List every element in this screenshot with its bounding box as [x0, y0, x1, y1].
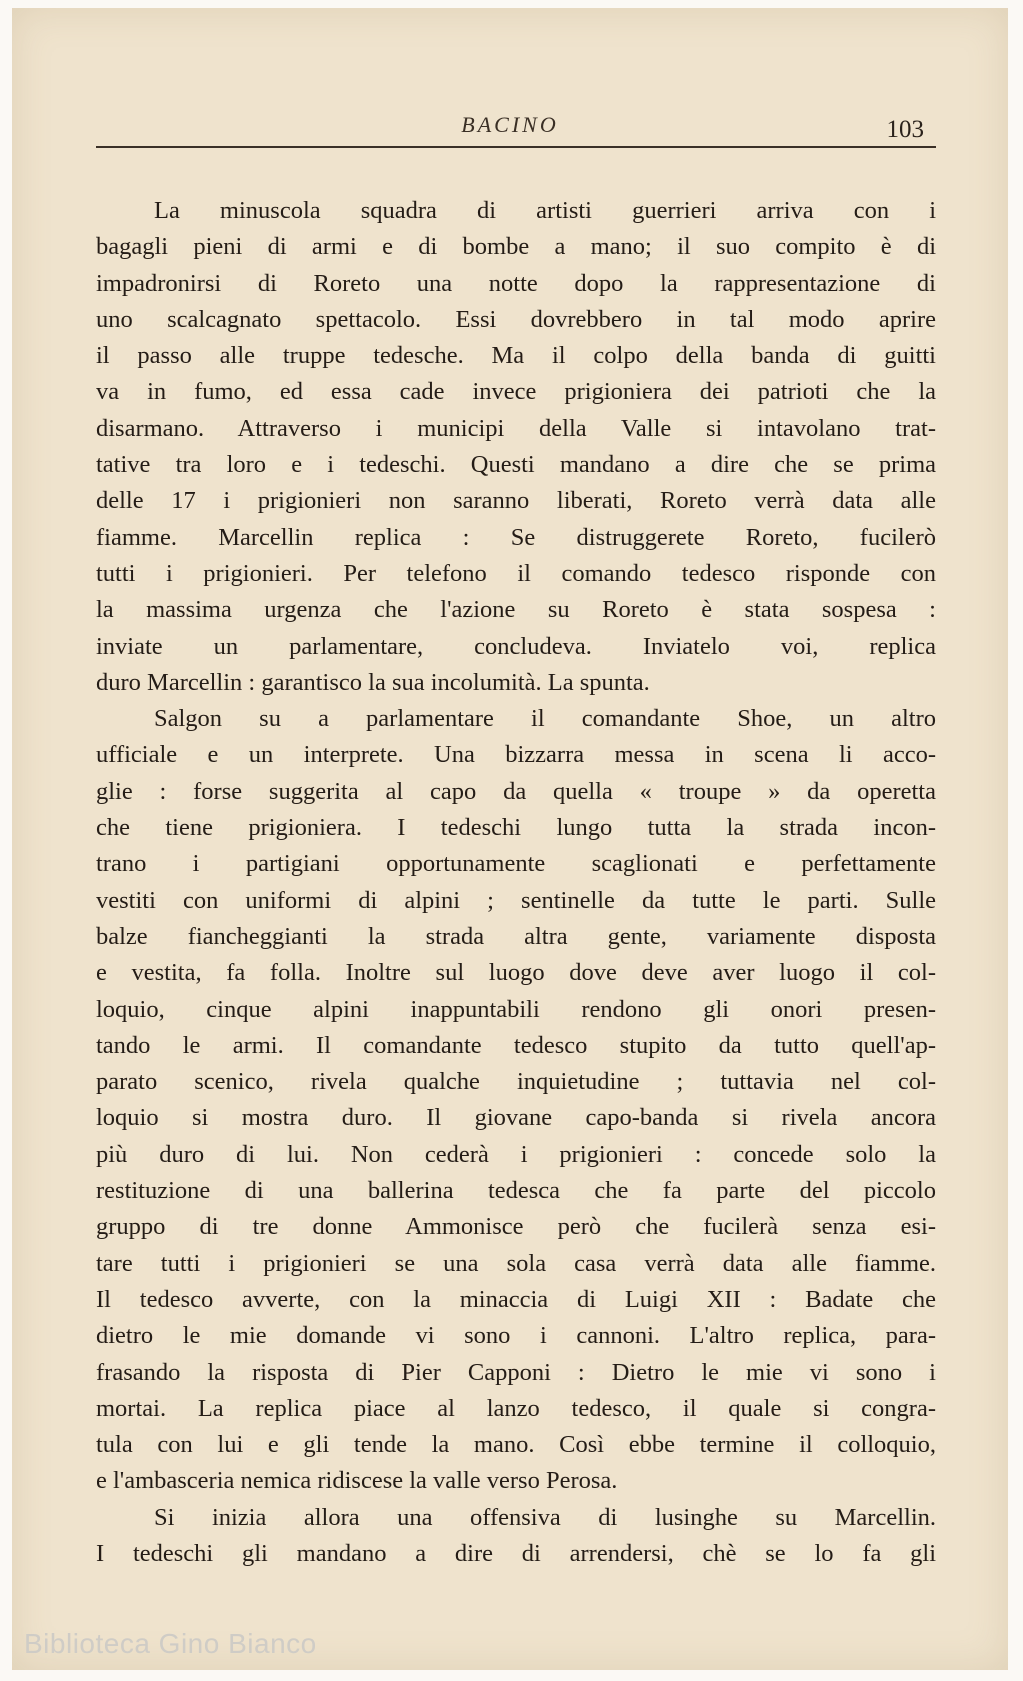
text-line: dietro le mie domande vi sono i cannoni. L'altro replica, para- [96, 1322, 936, 1350]
text-line: restituzione di una ballerina tedesca che fa parte del piccolo [96, 1177, 936, 1205]
paragraph-1 [96, 193, 936, 701]
text-line: tando le armi. Il comandante tedesco stupito da tutto quell'ap- [96, 1031, 936, 1059]
text-line: glie : forse suggerita al capo da quella « troupe » da operetta [96, 777, 936, 805]
text-line: gruppo di tre donne Ammonisce però che fucilerà senza esi- [96, 1213, 936, 1241]
text-line: mortai. La replica piace al lanzo tedesco, il quale si congra- [96, 1394, 936, 1422]
text-line: Salgon su a parlamentare il comandante Shoe, un altro [154, 705, 936, 733]
text-line: tutti i prigionieri. Per telefono il comando tedesco risponde con [96, 559, 936, 587]
text-line: tare tutti i prigionieri se una sola casa verrà data alle fiamme. [96, 1249, 936, 1277]
page-number: 103 [886, 116, 924, 143]
text-line: delle 17 i prigionieri non saranno liberati, Roreto verrà data alle [96, 487, 936, 515]
page-header [12, 108, 1008, 148]
paragraph-3 [96, 1500, 936, 1573]
text-line: tative tra loro e i tedeschi. Questi mandano a dire che se prima [96, 451, 936, 479]
text-line: e l'ambasceria nemica ridiscese la valle verso Perosa. [96, 1467, 618, 1495]
text-line: bagagli pieni di armi e di bombe a mano; il suo compito è di [96, 233, 936, 261]
text-line: Il tedesco avverte, con la minaccia di Luigi XII : Badate che [96, 1285, 936, 1313]
book-page [12, 8, 1008, 1670]
text-line: La minuscola squadra di artisti guerrieri arriva con i [154, 197, 936, 224]
text-line: balze fiancheggianti la strada altra gente, variamente disposta [96, 922, 936, 950]
text-line: duro Marcellin : garantisco la sua incolumità. La spunta. [96, 668, 650, 696]
text-line: Si inizia allora una offensiva di lusinghe su Marcellin. [154, 1503, 936, 1531]
text-line: fiamme. Marcellin replica : Se distruggerete Roreto, fucilerò [96, 523, 936, 551]
text-line: il passo alle truppe tedesche. Ma il colpo della banda di guitti [96, 342, 936, 370]
body-text [96, 193, 936, 1572]
text-line: parato scenico, rivela qualche inquietudine ; tuttavia nel col- [96, 1068, 936, 1096]
text-line: frasando la risposta di Pier Capponi : Dietro le mie vi sono i [96, 1358, 936, 1386]
library-watermark: Biblioteca Gino Bianco [24, 1628, 317, 1659]
text-line: disarmano. Attraverso i municipi della Valle si intavolano trat- [96, 414, 936, 442]
text-line: I tedeschi gli mandano a dire di arrendersi, chè se lo fa gli [96, 1539, 936, 1567]
paragraph-2 [96, 701, 936, 1500]
text-line: va in fumo, ed essa cade invece prigioniera dei patrioti che la [96, 378, 936, 406]
header-rule [96, 146, 936, 148]
text-line: loquio, cinque alpini inappuntabili rendono gli onori presen- [96, 995, 936, 1023]
text-line: tula con lui e gli tende la mano. Così ebbe termine il colloquio, [96, 1431, 936, 1459]
text-line: loquio si mostra duro. Il giovane capo-banda si rivela ancora [96, 1104, 936, 1132]
text-line: e vestita, fa folla. Inoltre sul luogo dove deve aver luogo il col- [96, 959, 936, 987]
text-line: che tiene prigioniera. I tedeschi lungo tutta la strada incon- [96, 814, 936, 842]
text-line: uno scalcagnato spettacolo. Essi dovrebbero in tal modo aprire [96, 305, 936, 333]
text-line: vestiti con uniformi di alpini ; sentinelle da tutte le parti. Sulle [96, 886, 936, 914]
text-line: ufficiale e un interprete. Una bizzarra messa in scena li acco- [96, 741, 936, 769]
text-line: la massima urgenza che l'azione su Roreto è stata sospesa : [96, 596, 936, 624]
text-line: impadronirsi di Roreto una notte dopo la rappresentazione di [96, 269, 936, 297]
text-line: inviate un parlamentare, concludeva. Inviatelo voi, replica [96, 632, 936, 660]
text-line: trano i partigiani opportunamente scaglionati e perfettamente [96, 850, 936, 878]
text-line: più duro di lui. Non cederà i prigionieri : concede solo la [96, 1140, 936, 1168]
running-title: BACINO [461, 112, 559, 137]
